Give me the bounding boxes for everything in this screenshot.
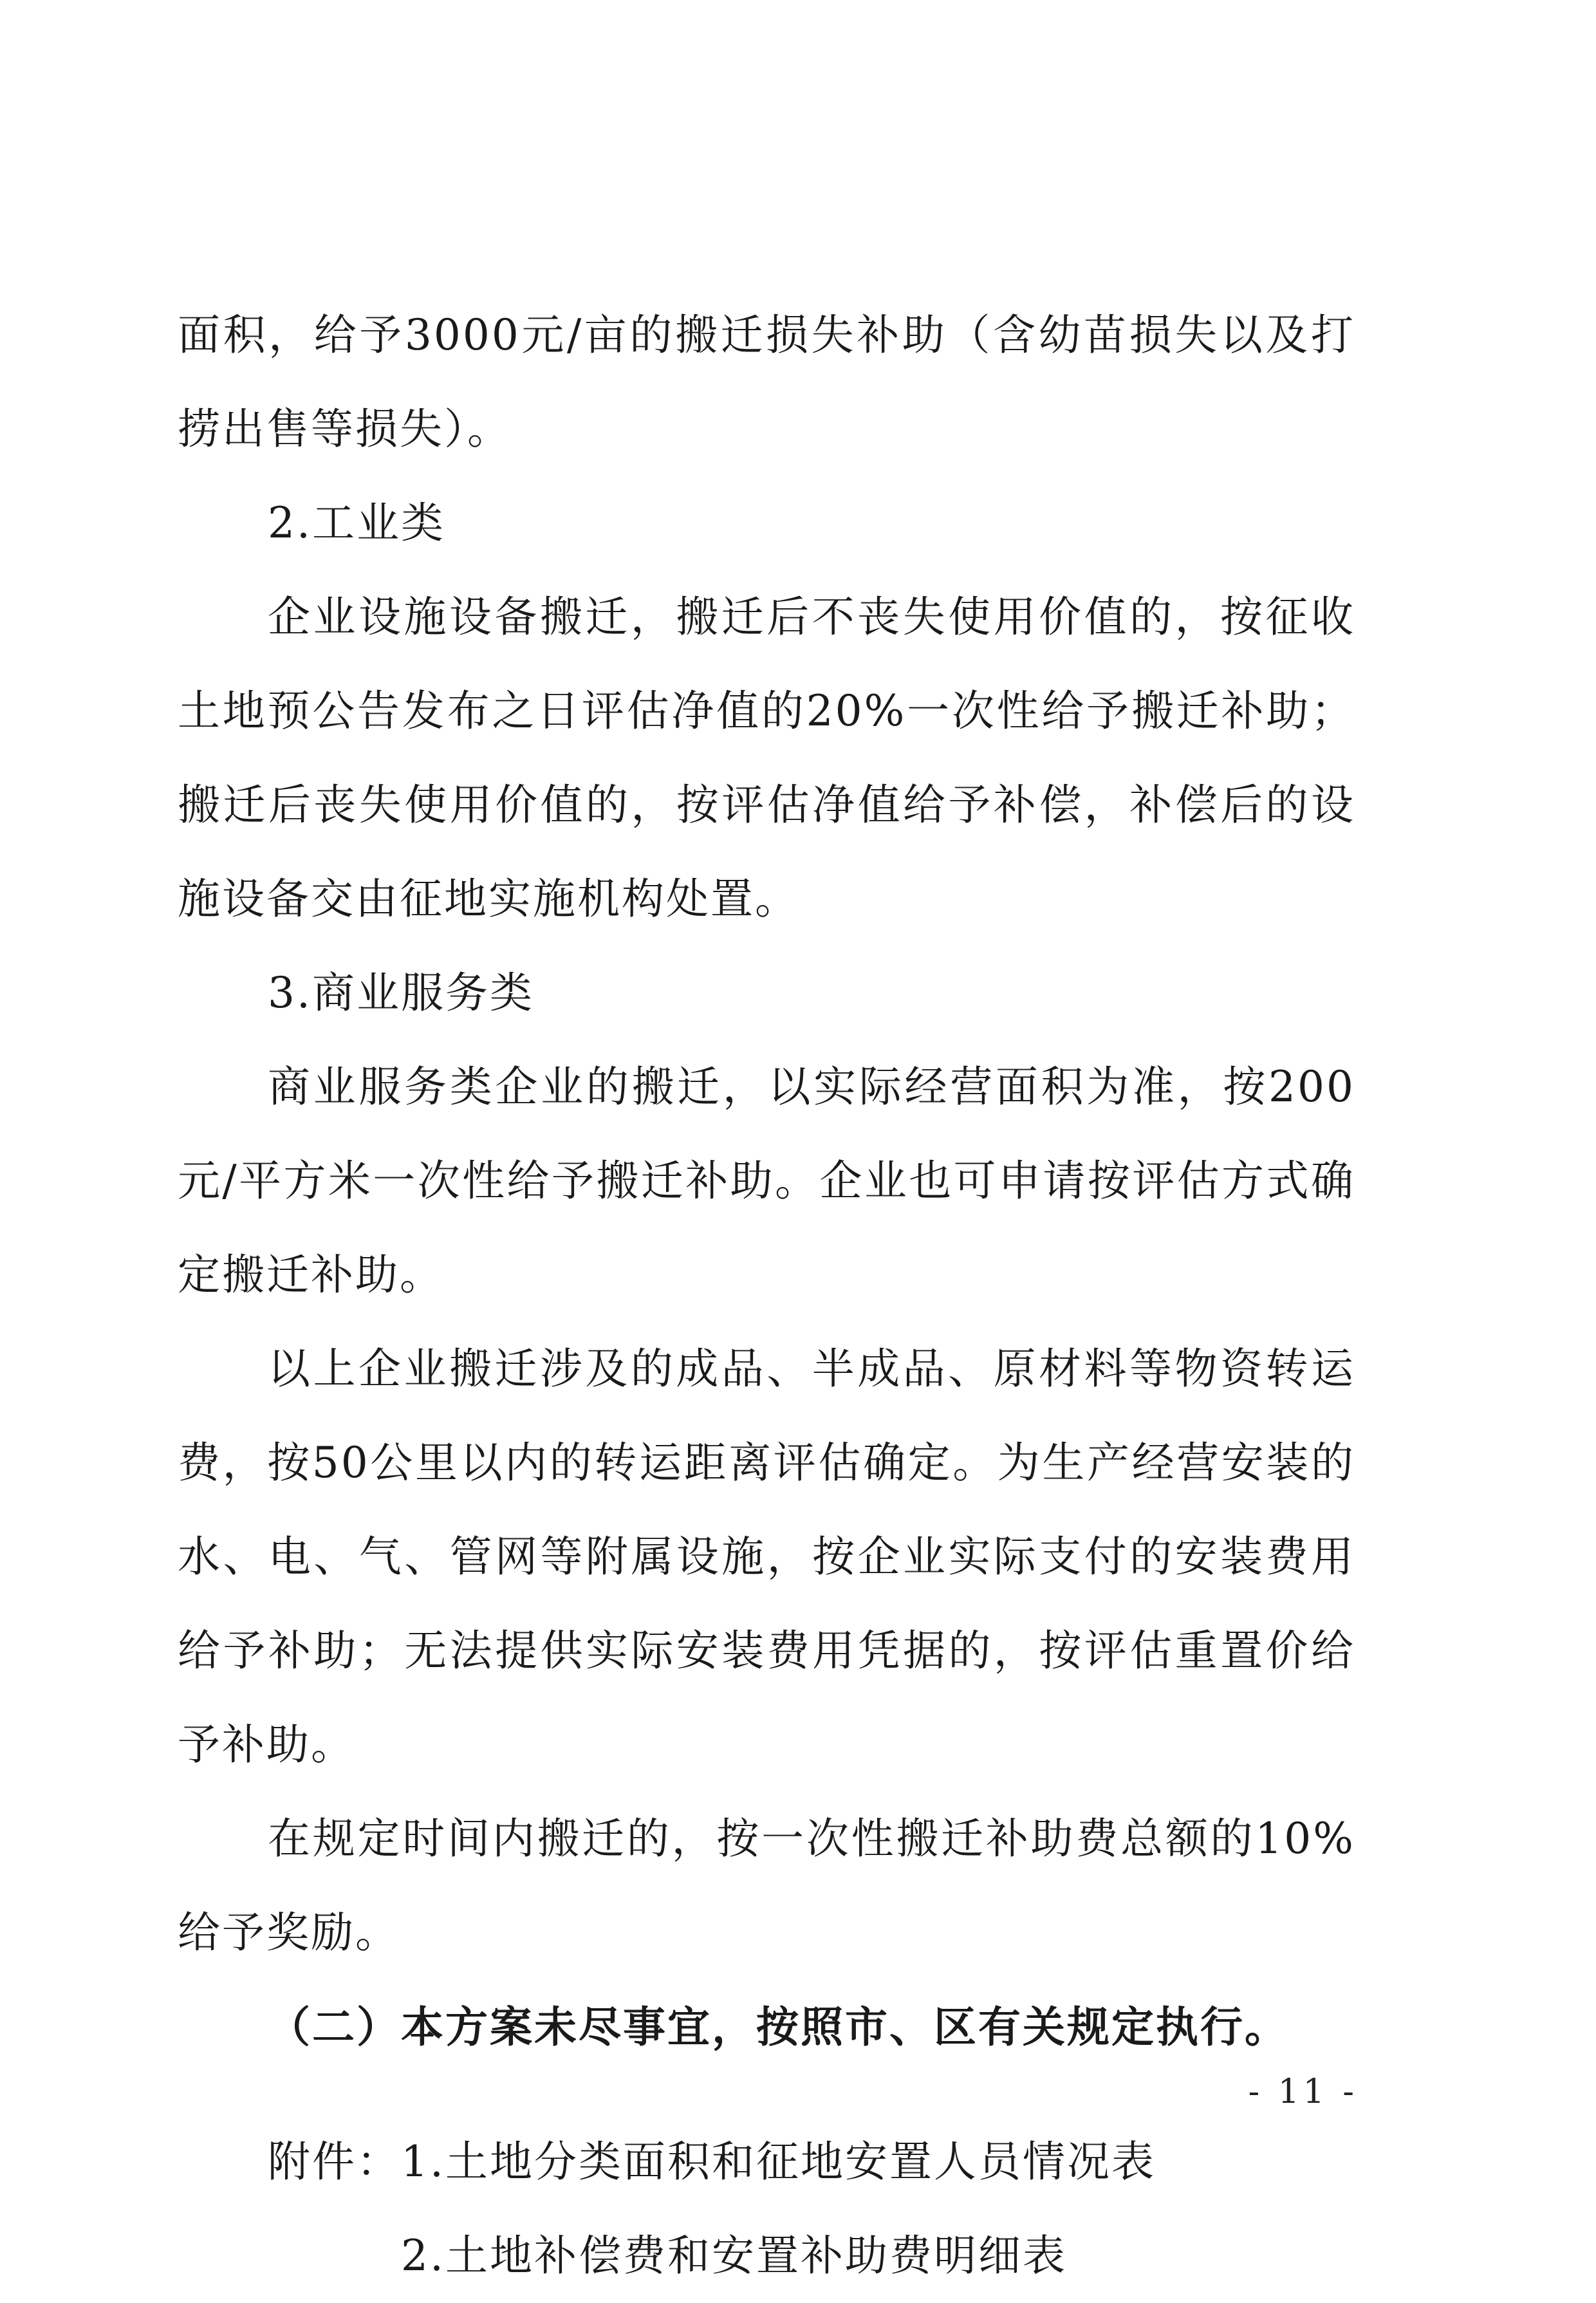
attachments-list — [401, 2115, 1156, 2303]
paragraph-industrial: 企业设施设备搬迁，搬迁后不丧失使用价值的，按征收土地预公告发布之日评估净值的20%一次性给予搬迁补助；搬迁后丧失使用价值的，按评估净值给予补偿，补偿后的设施设备交由征地实施机构处置。 — [178, 592, 1355, 924]
attachments-block — [178, 2115, 1355, 2303]
paragraph-commercial: 商业服务类企业的搬迁，以实际经营面积为准，按200元/平方米一次性给予搬迁补助。企业也可申请按评估方式确定搬迁补助。 — [178, 1062, 1355, 1300]
section-heading-commercial: 3.商业服务类 — [268, 968, 534, 1018]
document-body — [178, 288, 1355, 2303]
paragraph-reward: 在规定时间内搬迁的，按一次性搬迁补助费总额的10%给予奖励。 — [178, 1814, 1355, 1957]
section-spacer — [178, 2074, 1355, 2115]
section-heading-industrial: 2.工业类 — [268, 498, 445, 548]
attachments-label: 附件： — [268, 2137, 401, 2186]
page-number: - 11 - — [1248, 2073, 1358, 2111]
attachments-row — [268, 2115, 1355, 2303]
paragraph-closing-clause: （二）本方案未尽事宜，按照市、区有关规定执行。 — [268, 2002, 1289, 2052]
paragraph-continuation: 面积，给予3000元/亩的搬迁损失补助（含幼苗损失以及打捞出售等损失）。 — [178, 310, 1355, 454]
attachment-item-2: 2.土地补偿费和安置补助费明细表 — [401, 2231, 1067, 2280]
attachment-item-1: 1.土地分类面积和征地安置人员情况表 — [401, 2137, 1156, 2186]
paragraph-transport-fees: 以上企业搬迁涉及的成品、半成品、原材料等物资转运费，按50公里以内的转运距离评估确定。为生产经营安装的水、电、气、管网等附属设施，按企业实际支付的安装费用给予补助；无法提供实际安装费用凭据的，按评估重置价给予补助。 — [178, 1344, 1355, 1769]
